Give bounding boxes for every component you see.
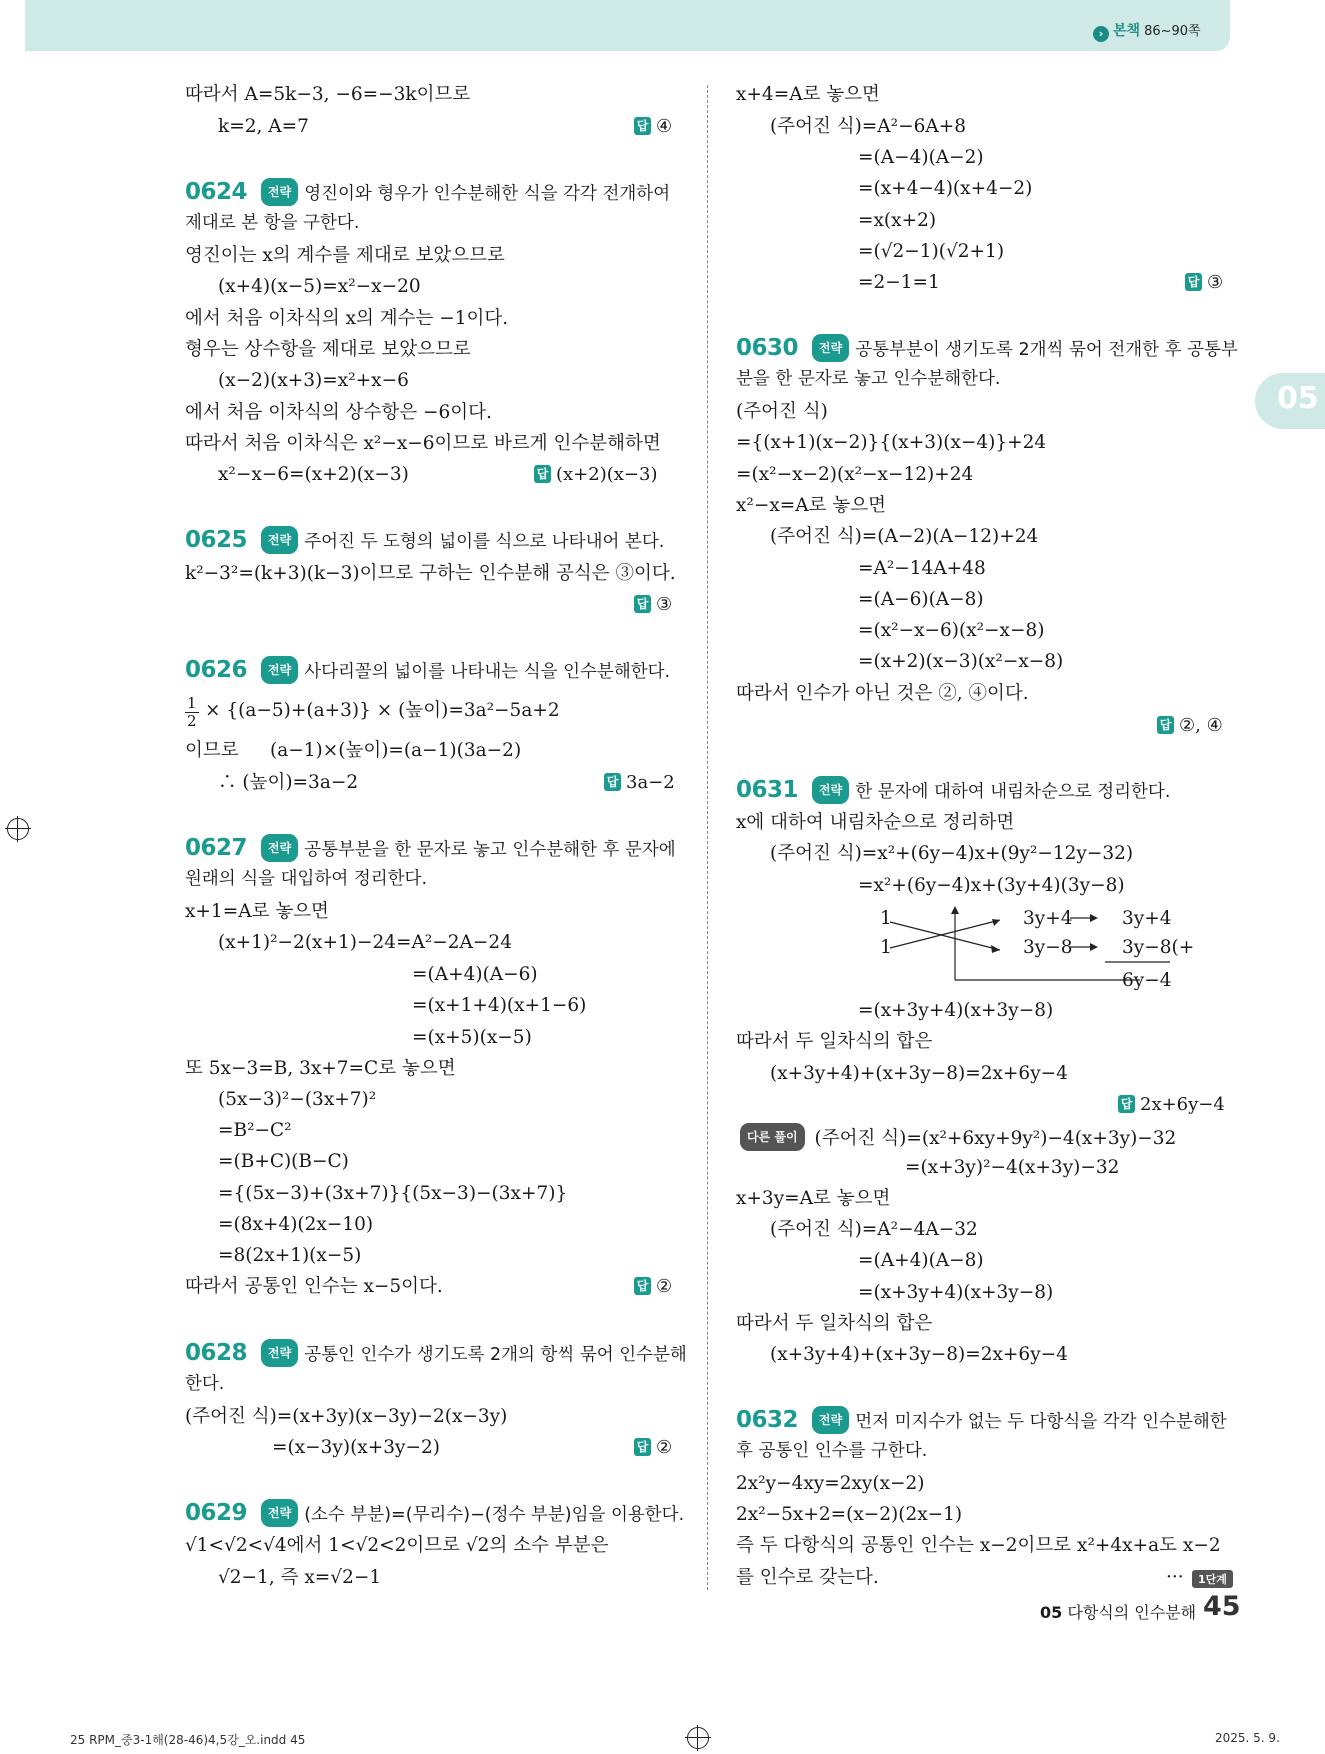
- arrow-head: [951, 906, 959, 914]
- strategy-text: 후 공통인 인수를 구한다.: [736, 1441, 928, 1461]
- strategy-tag: 전략: [261, 834, 298, 862]
- text-line: k=2, A=7: [218, 116, 309, 137]
- fraction: [185, 695, 199, 730]
- cross-value: 3y+4: [1122, 908, 1172, 929]
- strategy-tag: 전략: [812, 1406, 849, 1434]
- answer-icon: 답: [634, 117, 651, 135]
- cross-line: [890, 922, 1000, 950]
- print-date: 2025. 5. 9.: [1215, 1731, 1280, 1745]
- text-line: 이므로: [185, 740, 239, 761]
- chapter-side-tab: [1255, 373, 1325, 429]
- math-line: =8(2x+1)(x−5): [218, 1245, 362, 1266]
- problem-header: [185, 178, 670, 207]
- answer-icon: 답: [534, 465, 551, 483]
- cross-value: 3y−8: [1023, 937, 1073, 958]
- math-line: =(x+1+4)(x+1−6): [412, 995, 587, 1016]
- text-line: 따라서 A=5k−3, −6=−3k이므로: [185, 84, 471, 105]
- text-line: 따라서 처음 이차식은 x²−x−6이므로 바르게 인수분해하면: [185, 433, 661, 454]
- file-slug: 25 RPM_중3-1해(28-46)4,5강_오.indd 45: [70, 1733, 306, 1747]
- header-bar: [25, 0, 1230, 51]
- text-line: x+4=A로 놓으면: [736, 84, 880, 105]
- math-line: =(√2−1)(√2+1): [858, 241, 1005, 262]
- text-line: x+1=A로 놓으면: [185, 901, 329, 922]
- answer: [634, 1435, 672, 1461]
- continuation-dots: ···: [1166, 1567, 1184, 1588]
- alt-solution-tag: 다른 풀이: [740, 1123, 805, 1151]
- problem-header: [185, 656, 670, 685]
- strategy-text: 원래의 식을 대입하여 정리한다.: [185, 869, 428, 889]
- math-line: (주어진 식): [736, 401, 828, 422]
- chapter-title: [1040, 1600, 1196, 1623]
- step-badge: 1단계: [1192, 1570, 1233, 1588]
- math-line: =(x+2)(x−3)(x²−x−8): [858, 651, 1064, 672]
- math-line: =(x−3y)(x+3y−2): [272, 1437, 440, 1458]
- math-line: (주어진 식)=A²−4A−32: [770, 1219, 978, 1240]
- math-line: 2x²y−4xy=2xy(x−2): [736, 1473, 925, 1494]
- math-line: 2x²−5x+2=(x−2)(2x−1): [736, 1504, 963, 1525]
- problem-header: [736, 1406, 1227, 1435]
- problem-header: [736, 334, 1238, 363]
- problem-number: 0632: [736, 1407, 799, 1433]
- math-line: =(A+4)(A−8): [858, 1250, 984, 1271]
- strategy-text: 먼저 미지수가 없는 두 다항식을 각각 인수분해한: [855, 1412, 1227, 1432]
- chapter-name: 다항식의 인수분해: [1067, 1603, 1197, 1622]
- answer: [604, 770, 675, 796]
- text-line: 영진이는 x의 계수를 제대로 보았으므로: [185, 245, 505, 266]
- answer-text: ③: [656, 594, 673, 615]
- text-line: x+3y=A로 놓으면: [736, 1188, 891, 1209]
- answer-text: (x+2)(x−3): [556, 464, 658, 485]
- problem-header: [185, 526, 664, 555]
- text-line: 따라서 인수가 아닌 것은 ②, ④이다.: [736, 683, 1029, 704]
- cross-value: 1: [880, 937, 892, 958]
- answer-icon: 답: [1157, 716, 1174, 734]
- problem-header: [736, 776, 1170, 805]
- strategy-tag: 전략: [261, 178, 298, 206]
- text-line: 즉 두 다항식의 공통인 인수는 x−2이므로 x²+4x+a도 x−2: [736, 1535, 1221, 1556]
- cross-value: 6y−4: [1122, 970, 1172, 991]
- strategy-text: 공통부분을 한 문자로 놓고 인수분해한 후 문자에: [304, 840, 676, 860]
- answer-icon: 답: [1185, 273, 1202, 291]
- math-line: =(x+3y+4)(x+3y−8): [858, 1000, 1054, 1021]
- strategy-text: (소수 부분)=(무리수)−(정수 부분)임을 이용한다.: [304, 1505, 685, 1525]
- cross-value: 3y+4: [1023, 908, 1073, 929]
- math-line: =x²+(6y−4)x+(3y+4)(3y−8): [858, 875, 1125, 896]
- problem-header: [185, 1499, 684, 1528]
- math-line: (x+1)²−2(x+1)−24=A²−2A−24: [218, 932, 512, 953]
- ref-label: 본책: [1113, 23, 1141, 39]
- math-line: (주어진 식)=x²+(6y−4)x+(9y²−12y−32): [770, 843, 1134, 864]
- text-line: k²−3²=(k+3)(k−3)이므로 구하는 인수분해 공식은 ③이다.: [185, 563, 676, 584]
- strategy-text: 주어진 두 도형의 넓이를 식으로 나타내어 본다.: [304, 532, 665, 552]
- cross-value: 1: [880, 908, 892, 929]
- answer-icon: 답: [634, 1438, 651, 1456]
- math-line: =(x+4−4)(x+4−2): [858, 178, 1033, 199]
- problem-number: 0627: [185, 835, 248, 861]
- math-line: =(x+5)(x−5): [412, 1027, 532, 1048]
- side-tab-label: 05: [1277, 381, 1319, 416]
- math-line: (주어진 식)=(A−2)(A−12)+24: [770, 526, 1039, 547]
- math-line: x²−x−6=(x+2)(x−3): [218, 464, 409, 485]
- chapter-number: 05: [1040, 1603, 1063, 1622]
- math-line: =(x+3y)²−4(x+3y)−32: [905, 1157, 1120, 1178]
- math-line: (주어진 식)=(x²+6xy+9y²)−4(x+3y)−32: [814, 1128, 1177, 1149]
- strategy-text: 영진이와 형우가 인수분해한 식을 각각 전개하여: [304, 184, 671, 204]
- math-line: (x−2)(x+3)=x²+x−6: [218, 370, 409, 391]
- registration-mark-icon: [687, 1727, 709, 1749]
- strategy-text: 분을 한 문자로 놓고 인수분해한다.: [736, 369, 1001, 389]
- text-line: 또 5x−3=B, 3x+7=C로 놓으면: [185, 1058, 456, 1079]
- page-reference: [1093, 20, 1201, 42]
- problem-number: 0630: [736, 335, 799, 361]
- math-line: (x+3y+4)+(x+3y−8)=2x+6y−4: [770, 1063, 1068, 1084]
- column-divider: [707, 85, 708, 1590]
- strategy-tag: 전략: [261, 656, 298, 684]
- alt-solution: [740, 1123, 1176, 1152]
- answer: [634, 592, 672, 618]
- registration-mark-icon: [7, 818, 29, 840]
- math-line: (주어진 식)=A²−6A+8: [770, 116, 966, 137]
- text-line: √2−1, 즉 x=√2−1: [218, 1567, 382, 1588]
- fraction-denominator: 2: [187, 712, 197, 730]
- text-line: 에서 처음 이차식의 상수항은 −6이다.: [185, 402, 492, 423]
- answer-text: 2x+6y−4: [1140, 1094, 1225, 1115]
- fraction-numerator: 1: [187, 694, 197, 712]
- math-line: (x+4)(x−5)=x²−x−20: [218, 276, 421, 297]
- strategy-text: 제대로 본 항을 구한다.: [185, 213, 360, 233]
- strategy-tag: 전략: [812, 334, 849, 362]
- answer: [634, 114, 672, 140]
- math-line: =2−1=1: [858, 272, 940, 293]
- answer-icon: 답: [634, 1277, 651, 1295]
- problem-number: 0626: [185, 657, 248, 683]
- math-line: =x(x+2): [858, 210, 937, 231]
- answer-icon: 답: [1118, 1095, 1135, 1113]
- problem-header: [185, 834, 676, 863]
- text-line: 따라서 두 일차식의 합은: [736, 1031, 933, 1052]
- strategy-text: 공통부분이 생기도록 2개씩 묶어 전개한 후 공통부: [855, 340, 1238, 360]
- strategy-text: 공통인 인수가 생기도록 2개의 항씩 묶어 인수분해: [304, 1345, 687, 1365]
- strategy-text: 한다.: [185, 1374, 225, 1394]
- math-line: ∴ (높이)=3a−2: [218, 772, 359, 793]
- arrow-icon: ›: [1093, 26, 1109, 42]
- strategy-text: 한 문자에 대하여 내림차순으로 정리한다.: [855, 782, 1171, 802]
- math-line: ={(x+1)(x−2)}{(x+3)(x−4)}+24: [736, 432, 1047, 453]
- cross-line: [890, 920, 1000, 948]
- text-line: x²−x=A로 놓으면: [736, 495, 887, 516]
- math-line: ={(5x−3)+(3x+7)}{(5x−3)−(3x+7)}: [218, 1183, 568, 1204]
- strategy-text: 사다리꼴의 넓이를 나타내는 식을 인수분해한다.: [304, 662, 671, 682]
- math-line: (5x−3)²−(3x+7)²: [218, 1089, 377, 1110]
- answer-icon: 답: [604, 773, 621, 791]
- math-line: =A²−14A+48: [858, 558, 986, 579]
- answer-text: ②: [656, 1437, 673, 1458]
- text-line: 따라서 공통인 인수는 x−5이다.: [185, 1276, 443, 1297]
- answer-text: 3a−2: [626, 772, 675, 793]
- text-line: 에서 처음 이차식의 x의 계수는 −1이다.: [185, 308, 509, 329]
- math-line: =B²−C²: [218, 1120, 292, 1141]
- arrow-head: [1090, 914, 1098, 922]
- math-line: =(x²−x−6)(x²−x−8): [858, 620, 1045, 641]
- answer-text: ②: [656, 1276, 673, 1297]
- ref-pages: 86~90쪽: [1144, 24, 1201, 39]
- math-line: =(8x+4)(2x−10): [218, 1214, 374, 1235]
- problem-header: [185, 1339, 687, 1368]
- math-line: =(A−4)(A−2): [858, 147, 984, 168]
- answer: [1118, 1092, 1225, 1118]
- problem-number: 0625: [185, 527, 248, 553]
- arrow-head: [1090, 943, 1098, 951]
- problem-number: 0629: [185, 1500, 248, 1526]
- cross-value: 3y−8(+: [1122, 937, 1195, 958]
- strategy-tag: 전략: [261, 1499, 298, 1527]
- answer: [534, 462, 657, 488]
- arrow-head: [991, 945, 1000, 953]
- strategy-tag: 전략: [261, 526, 298, 554]
- answer-text: ②, ④: [1179, 715, 1223, 736]
- answer: [634, 1274, 672, 1300]
- text-line: 를 인수로 갖는다.: [736, 1567, 879, 1588]
- answer-text: ④: [656, 116, 673, 137]
- math-line: =(x+3y+4)(x+3y−8): [858, 1282, 1054, 1303]
- math-line: × {(a−5)+(a+3)} × (높이)=3a²−5a+2: [205, 700, 560, 721]
- text-line: 따라서 두 일차식의 합은: [736, 1313, 933, 1334]
- arrow-head: [992, 919, 1000, 926]
- problem-number: 0631: [736, 777, 799, 803]
- text-line: x에 대하여 내림차순으로 정리하면: [736, 812, 1015, 833]
- math-line: (a−1)×(높이)=(a−1)(3a−2): [270, 740, 522, 761]
- page-number: 45: [1203, 1591, 1241, 1622]
- answer-text: ③: [1207, 272, 1224, 293]
- answer-icon: 답: [634, 595, 651, 613]
- problem-number: 0624: [185, 179, 248, 205]
- math-line: =(x²−x−2)(x²−x−12)+24: [736, 464, 974, 485]
- strategy-tag: 전략: [261, 1339, 298, 1367]
- text-line: 형우는 상수항을 제대로 보았으므로: [185, 339, 471, 360]
- math-line: (주어진 식)=(x+3y)(x−3y)−2(x−3y): [185, 1406, 508, 1427]
- math-line: =(B+C)(B−C): [218, 1151, 349, 1172]
- math-line: =(A−6)(A−8): [858, 589, 984, 610]
- math-line: =(A+4)(A−6): [412, 964, 538, 985]
- answer: [1185, 270, 1223, 296]
- text-line: √1<√2<√4에서 1<√2<2이므로 √2의 소수 부분은: [185, 1535, 609, 1556]
- problem-number: 0628: [185, 1340, 248, 1366]
- strategy-tag: 전략: [812, 776, 849, 804]
- answer: [1157, 713, 1223, 739]
- math-line: (x+3y+4)+(x+3y−8)=2x+6y−4: [770, 1344, 1068, 1365]
